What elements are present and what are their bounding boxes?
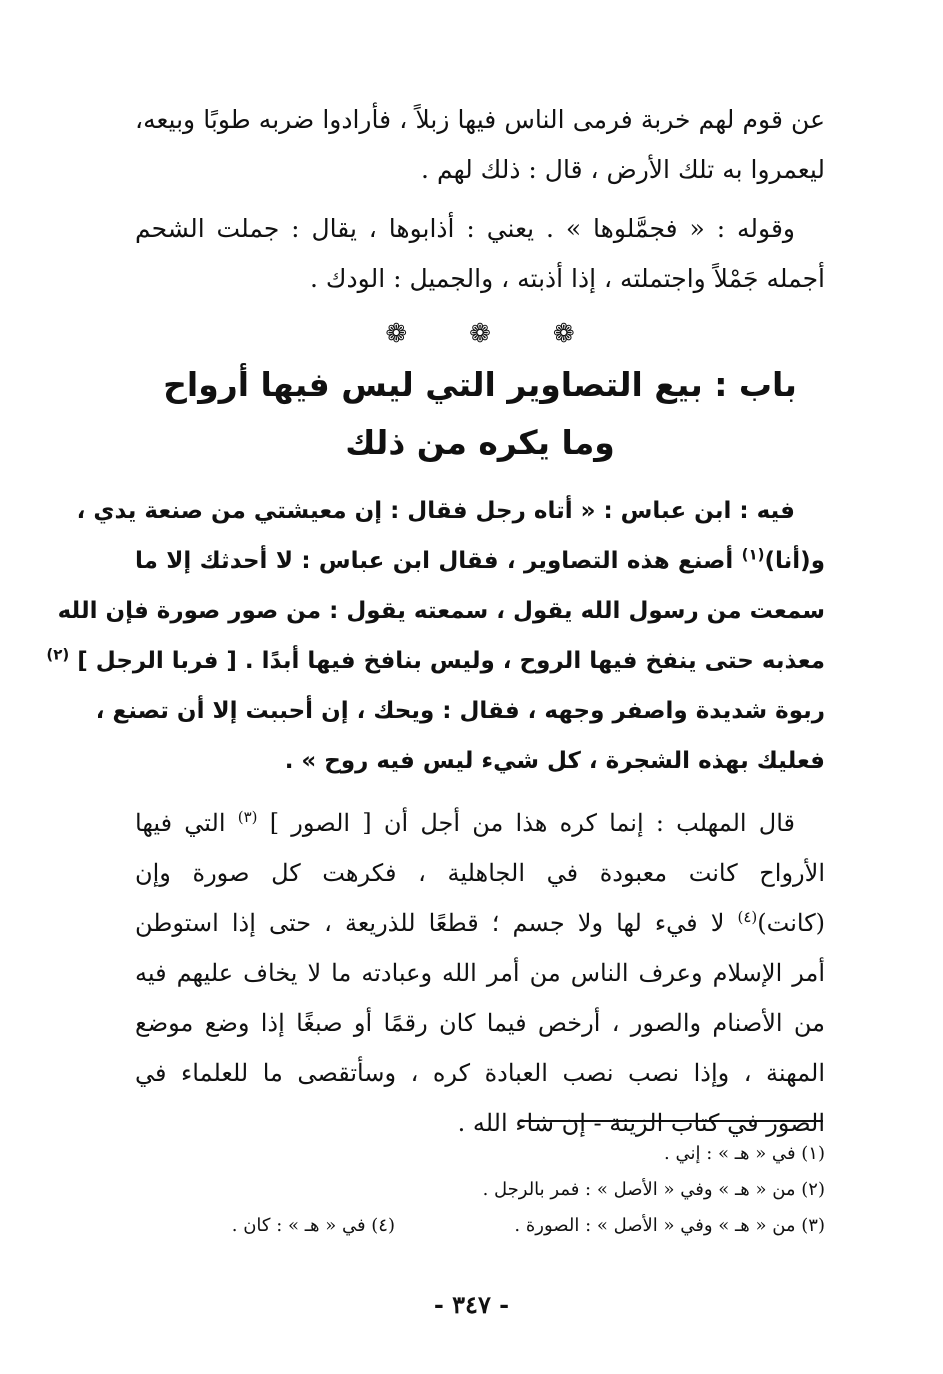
- footnote-ref: (١): [741, 545, 765, 564]
- footnote: (٣) من « هـ » وفي « الأصل » : الصورة .: [514, 1215, 825, 1236]
- text-line: المهنة ، وإذا نصب نصب العبادة كره ، وسأتقصى ما للعلماء في: [135, 1059, 825, 1087]
- text-line: فيه : ابن عباس : « أتاه رجل فقال : إن معيشتي من صنعة يدي ،: [76, 498, 795, 524]
- text-span: أصنع هذه التصاوير ، فقال ابن عباس : لا أحدثك إلا ما: [135, 548, 742, 574]
- text-span: التي فيها: [135, 809, 238, 837]
- chapter-heading: [135, 356, 825, 472]
- footnotes: [135, 1136, 825, 1244]
- text-line: أمر الإسلام وعرف الناس من أمر الله وعبادته ما لا يخاف عليهم فيه: [135, 959, 825, 987]
- text-line: فعليك بهذه الشجرة ، كل شيء ليس فيه روح » .: [284, 748, 825, 774]
- text-line: [135, 898, 825, 948]
- text-span: معذبه حتى ينفخ فيها الروح ، وليس بنافخ فيها أبدًا . [ فربا الرجل ]: [69, 648, 825, 674]
- footnote-ref: (٣): [237, 808, 258, 826]
- text-line: من الأصنام والصور ، أرخص فيما كان رقمًا أو صبغًا إذا وضع موضع: [135, 1009, 825, 1037]
- footnote-divider: [520, 1120, 823, 1122]
- asterism-icon: ❁: [385, 319, 408, 349]
- text-line: الأرواح كانت معبودة في الجاهلية ، فكرهت كل صورة وإن: [135, 859, 825, 887]
- heading-line: باب : بيع التصاوير التي ليس فيها أرواح: [163, 365, 797, 404]
- text-line: أجمله جَمْلاً واجتملته ، إذا أذبته ، والجميل : الودك .: [310, 264, 825, 293]
- text-line: سمعت من رسول الله يقول ، سمعته يقول : من صور صورة فإن الله: [57, 598, 825, 624]
- text-line: ربوة شديدة واصفر وجهه ، فقال : ويحك ، إن أحببت إلا أن تصنع ،: [95, 698, 825, 724]
- footnote-ref: (٤): [737, 908, 758, 926]
- section-separator: [135, 312, 825, 356]
- footnote-ref: (٢): [46, 645, 70, 664]
- text-span: قال المهلب : إنما كره هذا من أجل أن [ الصور ]: [257, 809, 796, 837]
- text-line: [46, 636, 825, 686]
- footnote: (٢) من « هـ » وفي « الأصل » : فمر بالرجل .: [482, 1179, 825, 1200]
- footnote: (٤) في « هـ » : كان .: [231, 1215, 395, 1236]
- footnote-row: [135, 1208, 825, 1244]
- text-span: و(أنا): [764, 548, 825, 574]
- text-line: [135, 536, 825, 586]
- text-line: الصور في كتاب الزينة - إن شاء الله .: [457, 1109, 825, 1137]
- paragraph-continuation: [135, 95, 825, 195]
- paragraph-definition: [135, 204, 825, 304]
- page-body: [46, 95, 825, 1148]
- commentary-paragraph: [135, 798, 825, 1148]
- hadith-paragraph: [46, 486, 825, 786]
- text-line: عن قوم لهم خربة فرمى الناس فيها زبلاً ، فأرادوا ضربه طوبًا وبيعه،: [135, 105, 825, 134]
- asterism-icon: ❁: [469, 319, 491, 349]
- heading-line: وما يكره من ذلك: [345, 423, 615, 462]
- page-number: - ٣٤٧ -: [433, 1290, 510, 1319]
- text-span: (كانت): [757, 909, 825, 937]
- text-span: لا فيء لها ولا جسم ؛ قطعًا للذريعة ، حتى إذا استوطن: [135, 909, 738, 937]
- text-line: [135, 798, 825, 848]
- text-line: ليعمروا به تلك الأرض ، قال : ذلك لهم .: [421, 155, 825, 184]
- text-line: وقوله : « فجمَّلوها » . يعني : أذابوها ، يقال : جملت الشحم: [135, 214, 795, 243]
- footnote: (١) في « هـ » : إني .: [664, 1143, 825, 1164]
- asterism-icon: ❁: [552, 319, 575, 349]
